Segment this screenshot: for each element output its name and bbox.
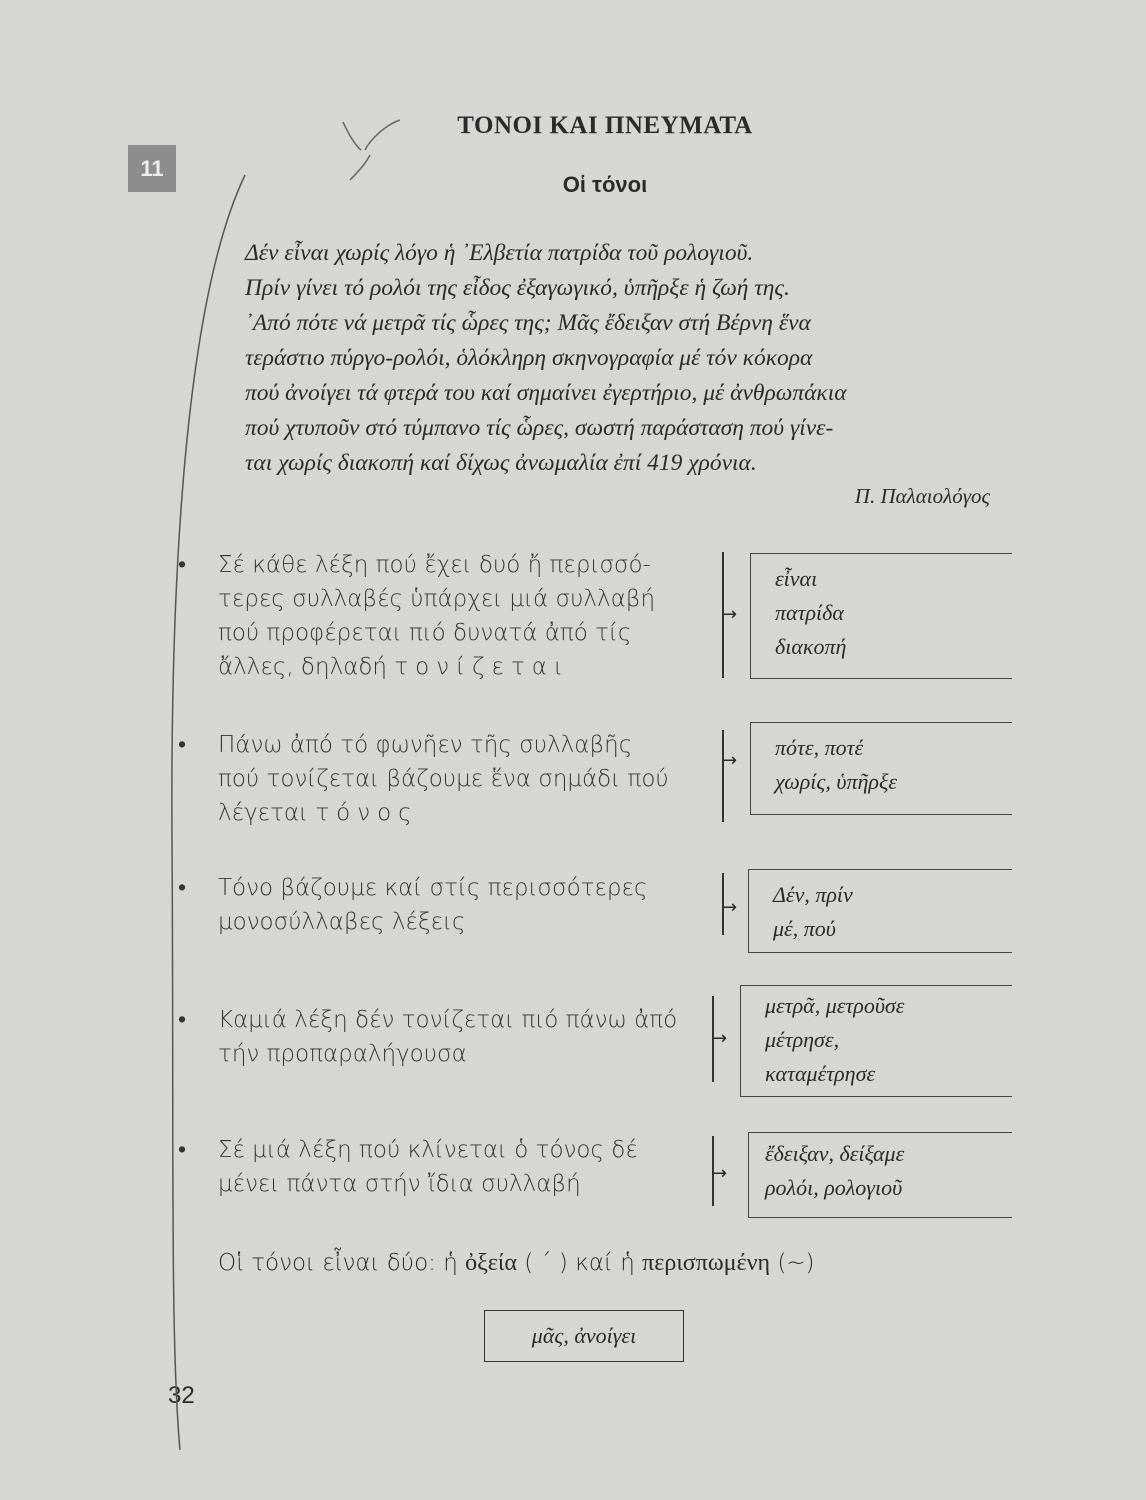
example-word: εἶναι xyxy=(775,566,818,591)
page-title: ΤΟΝΟΙ ΚΑΙ ΠΝΕΥΜΑΤΑ xyxy=(457,112,753,139)
bullet: • xyxy=(178,1137,187,1163)
rule-term: τονίζεται xyxy=(394,654,570,680)
summary-text: καί ἡ xyxy=(575,1250,635,1276)
bracket-line xyxy=(722,730,724,822)
example-word: καταμέτρησε xyxy=(765,1061,876,1086)
bullet: • xyxy=(178,1007,187,1033)
rule-line: Καμιά λέξη δέν τονίζεται πιό πάνω ἀπό xyxy=(218,1007,678,1033)
rule-line: ἄλλες, δηλαδή xyxy=(218,654,388,680)
rule-line: πού προφέρεται πιό δυνατά ἀπό τίς xyxy=(218,620,632,646)
example-box-3 xyxy=(748,869,1012,953)
passage-line: ται χωρίς διακοπή καί δίχως ἀνωμαλία ἐπί 419 χρόνια. xyxy=(245,450,757,476)
example-word: ἔδειξαν, δείξαμε xyxy=(765,1141,905,1166)
passage-line: Δέν εἶναι χωρίς λόγο ἡ ᾿Ελβετία πατρίδα τοῦ ρολογιοῦ. xyxy=(245,240,754,266)
section-subtitle: Οἱ τόνοι xyxy=(562,172,648,197)
pencil-checkmark xyxy=(335,110,415,190)
page-number: 32 xyxy=(168,1382,195,1409)
passage-line: ᾿Από πότε νά μετρᾶ τίς ὧρες της; Μᾶς ἔδειξαν στή Βέρνη ἕνα xyxy=(245,310,811,336)
bottom-example-box: μᾶς, ἀνοίγει xyxy=(484,1310,684,1362)
example-box-5 xyxy=(748,1132,1012,1218)
rule-term: τόνος xyxy=(315,800,419,826)
arrow-icon: → xyxy=(722,750,738,771)
example-word: πότε, ποτέ xyxy=(775,735,864,760)
bullet: • xyxy=(178,732,187,758)
accent-summary xyxy=(218,1250,815,1277)
rule-line: Τόνο βάζουμε καί στίς περισσότερες xyxy=(218,875,648,901)
rule-line: λέγεται xyxy=(218,800,309,826)
passage-line: τεράστιο πύργο-ρολόι, ὁλόκληρη σκηνογραφία μέ τόν κόκορα xyxy=(245,345,813,371)
example-word: Δέν, πρίν xyxy=(773,882,853,907)
passage-author: Π. Παλαιολόγος xyxy=(854,484,990,508)
rule-line: τήν προπαραλήγουσα xyxy=(218,1041,467,1067)
example-box-1 xyxy=(750,553,1012,679)
example-word: χωρίς, ὑπῆρξε xyxy=(775,769,898,794)
example-word: μέτρησε, xyxy=(765,1027,840,1052)
passage xyxy=(245,236,1005,481)
rule-line: Πάνω ἀπό τό φωνῆεν τῆς συλλαβῆς xyxy=(218,732,633,758)
example-word: διακοπή xyxy=(775,634,847,659)
acute-term: ὀξεία xyxy=(465,1250,517,1276)
bullet: • xyxy=(178,875,187,901)
bullet: • xyxy=(178,552,187,578)
example-word: ρολόι, ρολογιοῦ xyxy=(765,1175,903,1200)
acute-sign: ( ΄ ) xyxy=(524,1250,568,1276)
chapter-badge: 11 xyxy=(128,145,176,192)
passage-line: πού ἀνοίγει τά φτερά του καί σημαίνει ἐγερτήριο, μέ ἀνθρωπάκια xyxy=(245,380,847,406)
circumflex-term: περισπωμένη xyxy=(642,1250,770,1276)
rule-line: μένει πάντα στήν ἴδια συλλαβή xyxy=(218,1171,581,1197)
rule-line: τερες συλλαβές ὑπάρχει μιά συλλαβή xyxy=(218,586,656,612)
arrow-icon: → xyxy=(722,604,738,625)
passage-line: πού χτυποῦν στό τύμπανο τίς ὧρες, σωστή παράσταση πού γίνε- xyxy=(245,415,834,441)
rule-line: Σέ μιά λέξη πού κλίνεται ὁ τόνος δέ xyxy=(218,1137,638,1163)
example-word: μετρᾶ, μετροῦσε xyxy=(765,993,905,1018)
summary-text: Οἱ τόνοι εἶναι δύο: ἡ xyxy=(218,1250,458,1276)
example-word: πατρίδα xyxy=(775,600,844,625)
rule-line: Σέ κάθε λέξη πού ἔχει δυό ἤ περισσό- xyxy=(218,552,651,578)
arrow-icon: → xyxy=(712,1163,728,1184)
example-word: μέ, πού xyxy=(773,916,836,941)
example-box-4 xyxy=(740,985,1012,1097)
arrow-icon: → xyxy=(712,1028,728,1049)
example-box-2 xyxy=(750,722,1012,815)
rule-line: πού τονίζεται βάζουμε ἕνα σημάδι πού xyxy=(218,766,669,792)
rule-line: μονοσύλλαβες λέξεις xyxy=(218,909,466,935)
circumflex-sign: (~) xyxy=(777,1250,815,1276)
arrow-icon: → xyxy=(722,897,738,918)
passage-line: Πρίν γίνει τό ρολόι της εἶδος ἐξαγωγικό, ὑπῆρξε ἡ ζωή της. xyxy=(245,275,790,301)
pencil-margin-line xyxy=(150,140,300,1460)
